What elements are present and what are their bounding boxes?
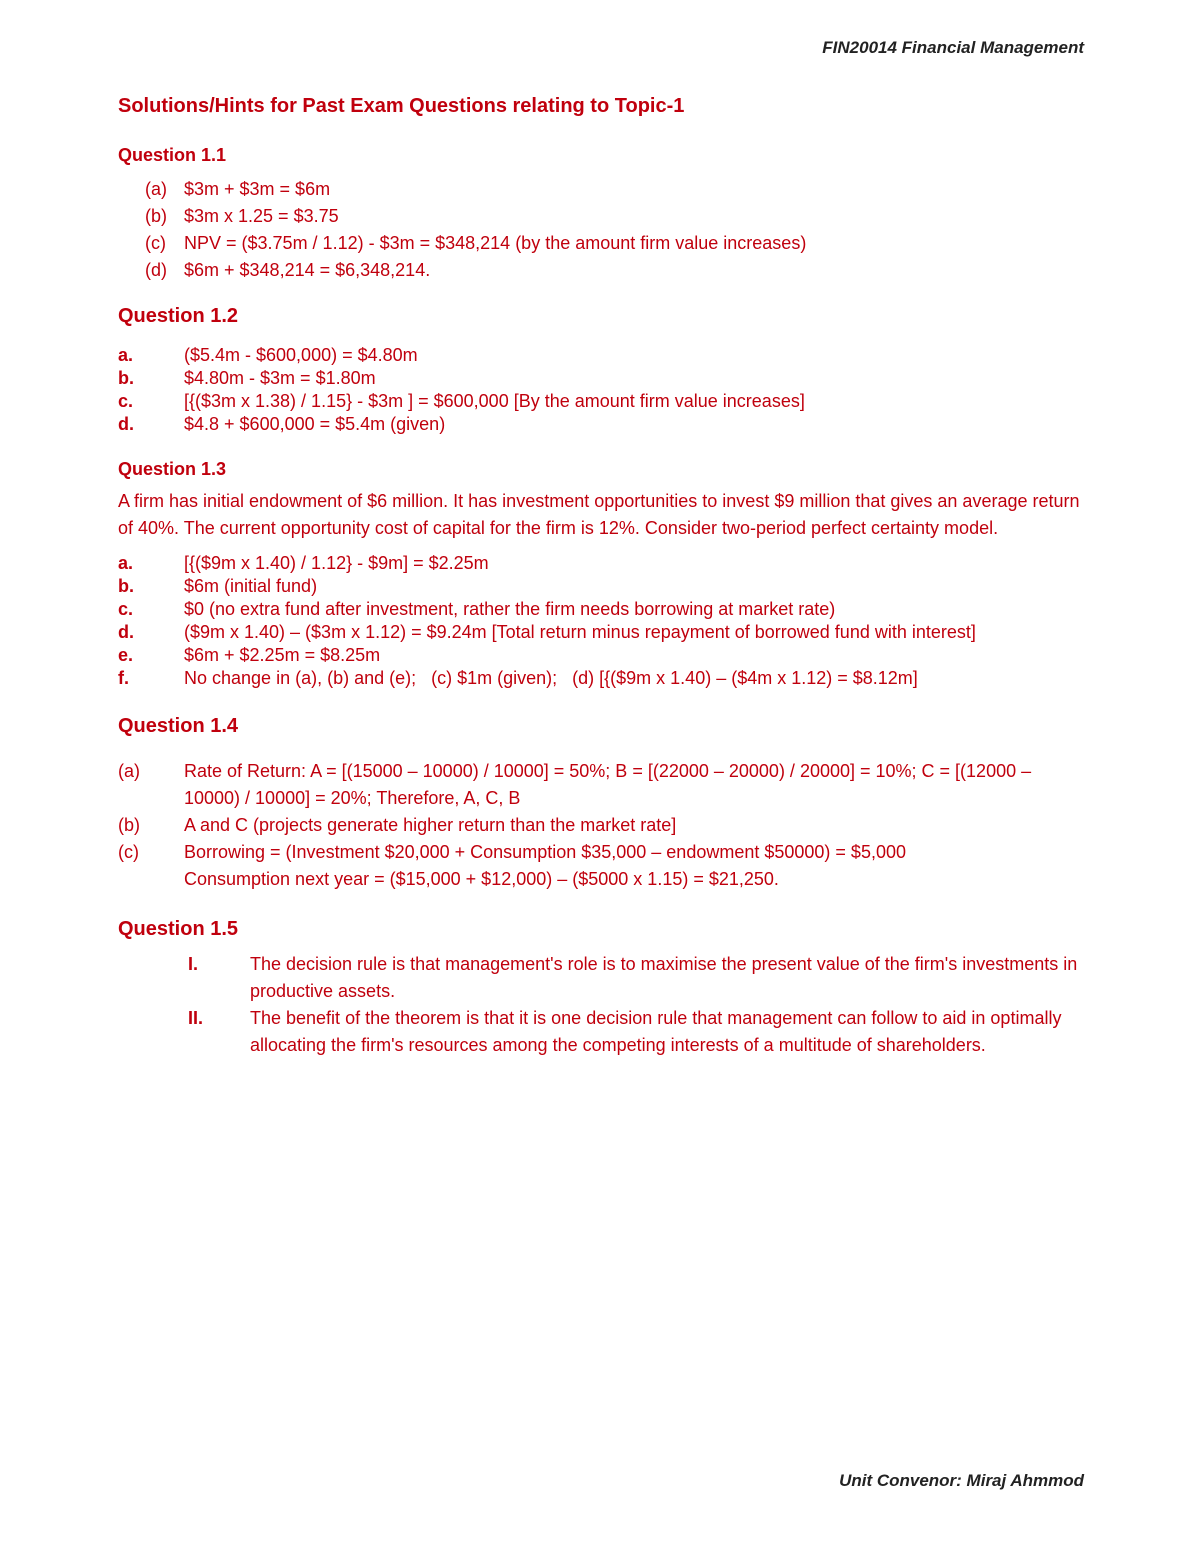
question-heading: Question 1.3: [118, 459, 227, 479]
item-marker: b.: [118, 576, 134, 596]
answer-list: [118, 758, 1088, 893]
item-marker: (a): [145, 179, 167, 199]
item-text: [184, 839, 1088, 893]
list-item: [118, 367, 1088, 390]
item-marker: (d): [145, 260, 167, 280]
list-item: [118, 575, 1088, 598]
item-marker: b.: [118, 368, 134, 388]
item-marker: c.: [118, 391, 134, 411]
item-text: ($9m x 1.40) – ($3m x 1.12) = $9.24m [Total return minus repayment of borrowed fund with interest]: [184, 622, 976, 642]
list-item: [118, 203, 1088, 230]
list-item: [118, 758, 1088, 812]
answer-list: [118, 176, 1088, 284]
item-text-line: Consumption next year = ($15,000 + $12,000) – ($5000 x 1.15) = $21,250.: [184, 869, 779, 889]
document-body: [118, 92, 1088, 1059]
list-item: [118, 257, 1088, 284]
list-item: [118, 390, 1088, 413]
item-marker: II.: [188, 1008, 204, 1028]
list-item: [118, 951, 1088, 1005]
item-text: NPV = ($3.75m / 1.12) - $3m = $348,214 (by the amount firm value increases): [184, 233, 807, 253]
item-text: ($5.4m - $600,000) = $4.80m: [184, 345, 418, 365]
item-marker: d.: [118, 622, 134, 642]
page-title: Solutions/Hints for Past Exam Questions relating to Topic-1: [118, 95, 685, 117]
item-marker: e.: [118, 645, 134, 665]
question-1-3: [118, 456, 1088, 690]
item-text-line: Borrowing = (Investment $20,000 + Consumption $35,000 – endowment $50000) = $5,000: [184, 842, 906, 862]
list-item: [118, 621, 1088, 644]
item-text: $6m + $2.25m = $8.25m: [184, 645, 381, 665]
item-text: [{($3m x 1.38) / 1.15} - $3m ] = $600,000 [By the amount firm value increases]: [184, 391, 805, 411]
list-item: [118, 598, 1088, 621]
item-text: $4.80m - $3m = $1.80m: [184, 368, 376, 388]
question-heading: Question 1.4: [118, 715, 239, 737]
answer-list: [0, 951, 1088, 1059]
item-text: [{($9m x 1.40) / 1.12} - $9m] = $2.25m: [184, 553, 489, 573]
convenor-footer: Unit Convenor: Miraj Ahmmod: [839, 1471, 1084, 1490]
item-text: $4.8 + $600,000 = $5.4m (given): [184, 414, 446, 434]
item-marker: f.: [118, 668, 129, 688]
list-item: [118, 552, 1088, 575]
item-marker: (b): [118, 815, 140, 835]
item-text: $3m + $3m = $6m: [184, 179, 331, 199]
item-marker: a.: [118, 553, 134, 573]
item-marker: (a): [118, 761, 140, 781]
item-marker: (c): [118, 842, 139, 862]
answer-list: [118, 552, 1088, 690]
course-header: FIN20014 Financial Management: [822, 38, 1084, 57]
item-text: $6m (initial fund): [184, 576, 318, 596]
question-intro: A firm has initial endowment of $6 million. It has investment opportunities to invest $9 million that gives an average return of 40%. The current opportunity cost of capital for the firm is 12%. Consider two-period perfect certainty model.: [118, 491, 1080, 538]
question-heading: Question 1.1: [118, 145, 227, 165]
item-marker: a.: [118, 345, 134, 365]
list-item: [118, 644, 1088, 667]
item-text: The decision rule is that management's role is to maximise the present value of the firm's investments in productive assets.: [250, 954, 1078, 1001]
question-heading: Question 1.5: [118, 918, 239, 940]
item-marker: (c): [145, 233, 166, 253]
answer-list: [118, 344, 1088, 436]
item-marker: c.: [118, 599, 134, 619]
item-marker: I.: [188, 954, 199, 974]
item-text: Rate of Return: A = [(15000 – 10000) / 10000] = 50%; B = [(22000 – 20000) / 20000] = 10%; C = [(12000 – 10000) / 10000] = 20%; Therefore, A, C, B: [184, 761, 1032, 808]
item-marker: d.: [118, 414, 134, 434]
item-text: A and C (projects generate higher return than the market rate]: [184, 815, 677, 835]
item-text: $6m + $348,214 = $6,348,214.: [184, 260, 431, 280]
question-1-2: [118, 302, 1088, 436]
item-text: No change in (a), (b) and (e); (c) $1m (given); (d) [{($9m x 1.40) – ($4m x 1.12) = $8.12m]: [184, 668, 918, 688]
list-item: [118, 1005, 1088, 1059]
item-marker: (b): [145, 206, 167, 226]
list-item: [118, 176, 1088, 203]
question-heading: Question 1.2: [118, 305, 239, 327]
item-text: $3m x 1.25 = $3.75: [184, 206, 339, 226]
item-text: The benefit of the theorem is that it is one decision rule that management can follow to aid in optimally allocating the firm's resources among the competing interests of a multitude of shareholders.: [250, 1008, 1062, 1055]
list-item: [118, 812, 1088, 839]
list-item: [118, 230, 1088, 257]
item-text: $0 (no extra fund after investment, rather the firm needs borrowing at market rate): [184, 599, 836, 619]
question-1-1: [118, 142, 1088, 284]
list-item: [118, 839, 1088, 893]
list-item: [118, 413, 1088, 436]
list-item: [118, 667, 1088, 690]
list-item: [118, 344, 1088, 367]
question-1-5: [118, 915, 1088, 1059]
question-1-4: [118, 712, 1088, 893]
